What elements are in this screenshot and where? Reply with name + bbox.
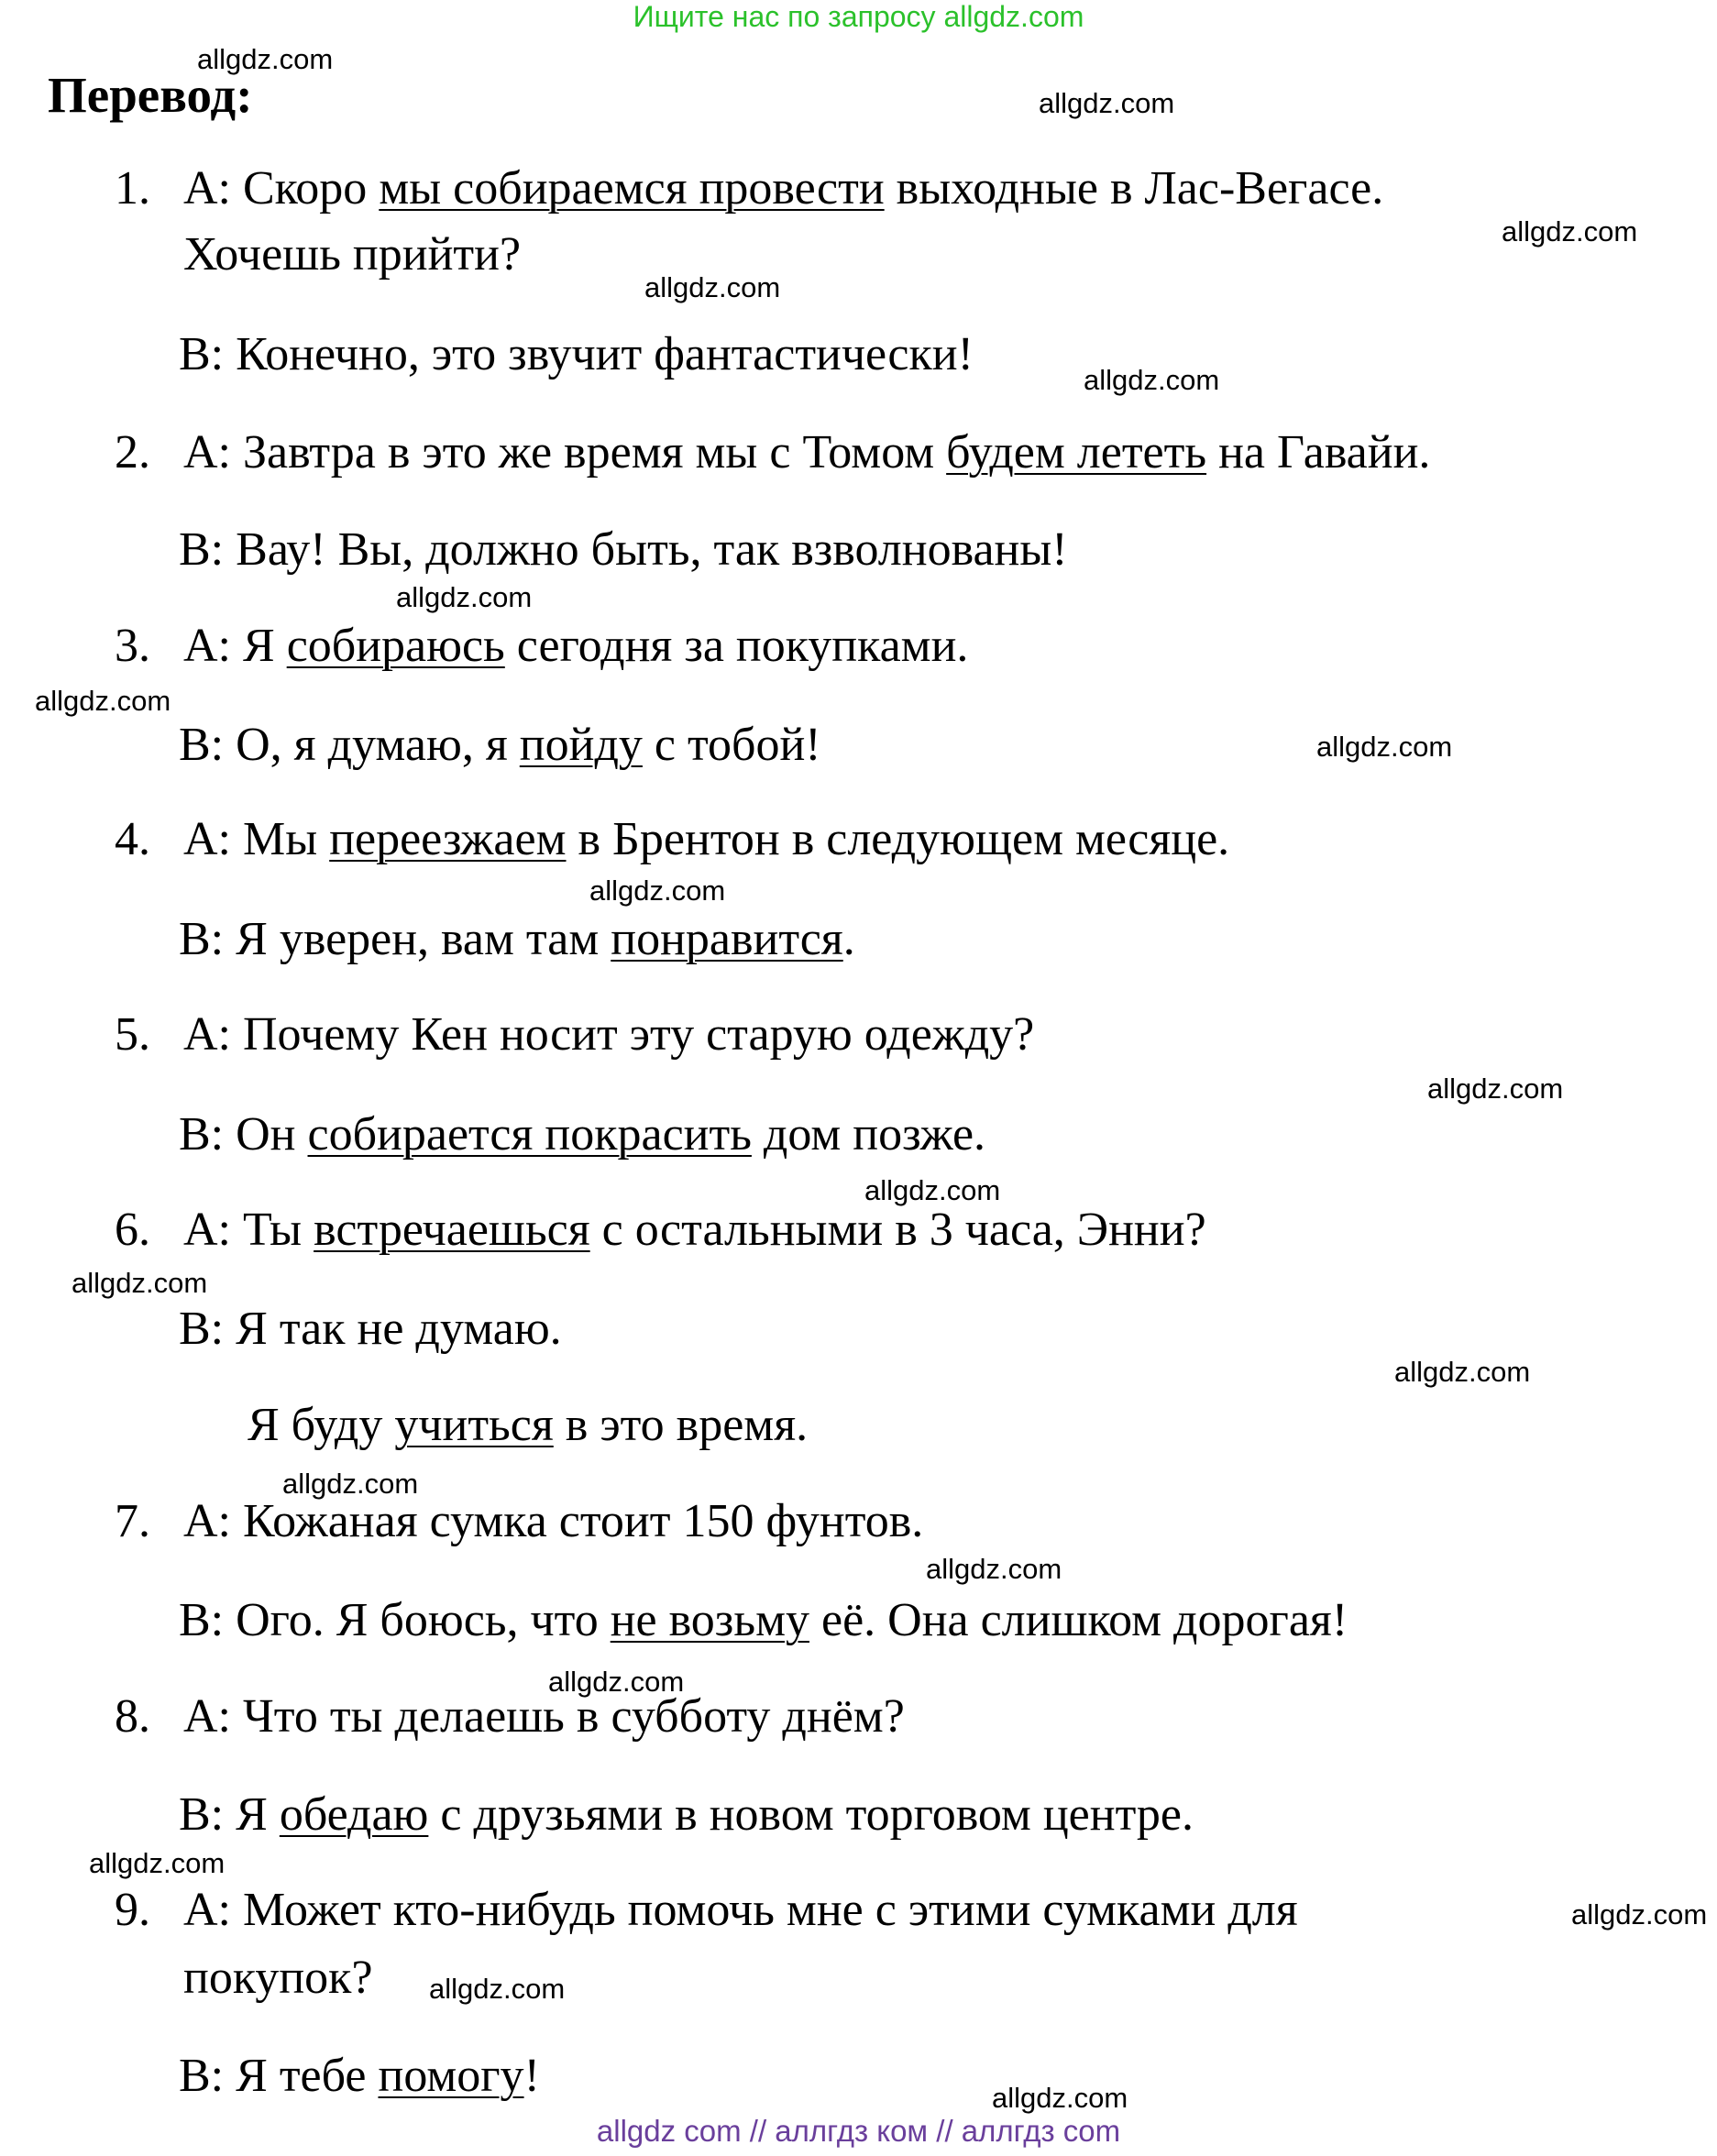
watermark: allgdz.com (1394, 1356, 1531, 1388)
line-a-cont: Хочешь прийти? (183, 228, 522, 280)
watermark: allgdz.com (992, 2082, 1128, 2114)
top-banner: Ищите нас по запросу allgdz.com (633, 0, 1084, 33)
watermark: allgdz.com (282, 1468, 419, 1500)
line-a: А: Что ты делаешь в субботу днём? (183, 1690, 905, 1743)
item-number: 3. (115, 620, 150, 672)
item-number: 7. (115, 1495, 150, 1547)
line-b: B: Я уверен, вам там понравится. (179, 913, 855, 965)
watermark: allgdz.com (1427, 1072, 1564, 1105)
line-a: А: Кожаная сумка стоит 150 фунтов. (183, 1495, 924, 1547)
watermark: allgdz.com (1084, 364, 1220, 396)
item-number: 8. (115, 1690, 150, 1743)
item-number: 6. (115, 1204, 150, 1256)
watermark: allgdz.com (197, 43, 334, 75)
watermark: allgdz.com (35, 685, 171, 717)
line-b: B: Я обедаю с друзьями в новом торговом центре. (179, 1788, 1194, 1841)
line-b: B: Он собирается покрасить дом позже. (179, 1108, 986, 1160)
watermark: allgdz.com (864, 1174, 1001, 1206)
watermark: allgdz.com (1571, 1898, 1708, 1930)
line-b: B: Вау! Вы, должно быть, так взволнованы! (179, 523, 1068, 576)
footer-watermark: allgdz com // аллгдз ком // аллгдз com (596, 2114, 1121, 2148)
watermark: allgdz.com (1039, 87, 1175, 119)
line-b: B: Ого. Я боюсь, что не возьму её. Она слишком дорогая! (179, 1594, 1348, 1646)
watermark: allgdz.com (1316, 731, 1453, 763)
watermark: allgdz.com (926, 1553, 1062, 1585)
item-number: 2. (115, 426, 150, 478)
watermark: allgdz.com (548, 1666, 685, 1698)
watermark: allgdz.com (589, 874, 726, 907)
watermark: allgdz.com (644, 271, 781, 303)
line-a-cont: покупок? (183, 1952, 373, 2004)
line-a: А: Скоро мы собираемся провести выходные в Лас-Вегасе. (183, 162, 1384, 214)
line-a: А: Почему Кен носит эту старую одежду? (183, 1008, 1035, 1061)
item-number: 4. (115, 813, 150, 865)
item-number: 1. (115, 162, 150, 214)
line-b: B: Я тебе помогу! (179, 2050, 540, 2102)
watermark: allgdz.com (89, 1847, 226, 1879)
line-a: А: Ты встречаешься с остальными в 3 часа, Энни? (183, 1204, 1206, 1256)
line-b: B: Я так не думаю. (179, 1303, 562, 1355)
item-number: 5. (115, 1008, 150, 1061)
watermark: allgdz.com (72, 1267, 208, 1299)
page-title: Перевод: (48, 67, 253, 123)
watermark: allgdz.com (429, 1973, 566, 2005)
line-b: B: Конечно, это звучит фантастически! (179, 328, 974, 380)
line-b-cont: Я буду учиться в это время. (248, 1399, 809, 1451)
line-b: B: О, я думаю, я пойду с тобой! (179, 719, 821, 771)
watermark: allgdz.com (1502, 215, 1638, 248)
line-a: А: Я собираюсь сегодня за покупками. (183, 620, 969, 672)
item-number: 9. (115, 1884, 150, 1936)
line-a: А: Мы переезжаем в Брентон в следующем месяце. (183, 813, 1230, 865)
watermark: allgdz.com (396, 581, 533, 613)
line-a: А: Завтра в это же время мы с Томом будем лететь на Гавайи. (183, 426, 1431, 478)
line-a: А: Может кто-нибудь помочь мне с этими сумками для (183, 1884, 1298, 1936)
